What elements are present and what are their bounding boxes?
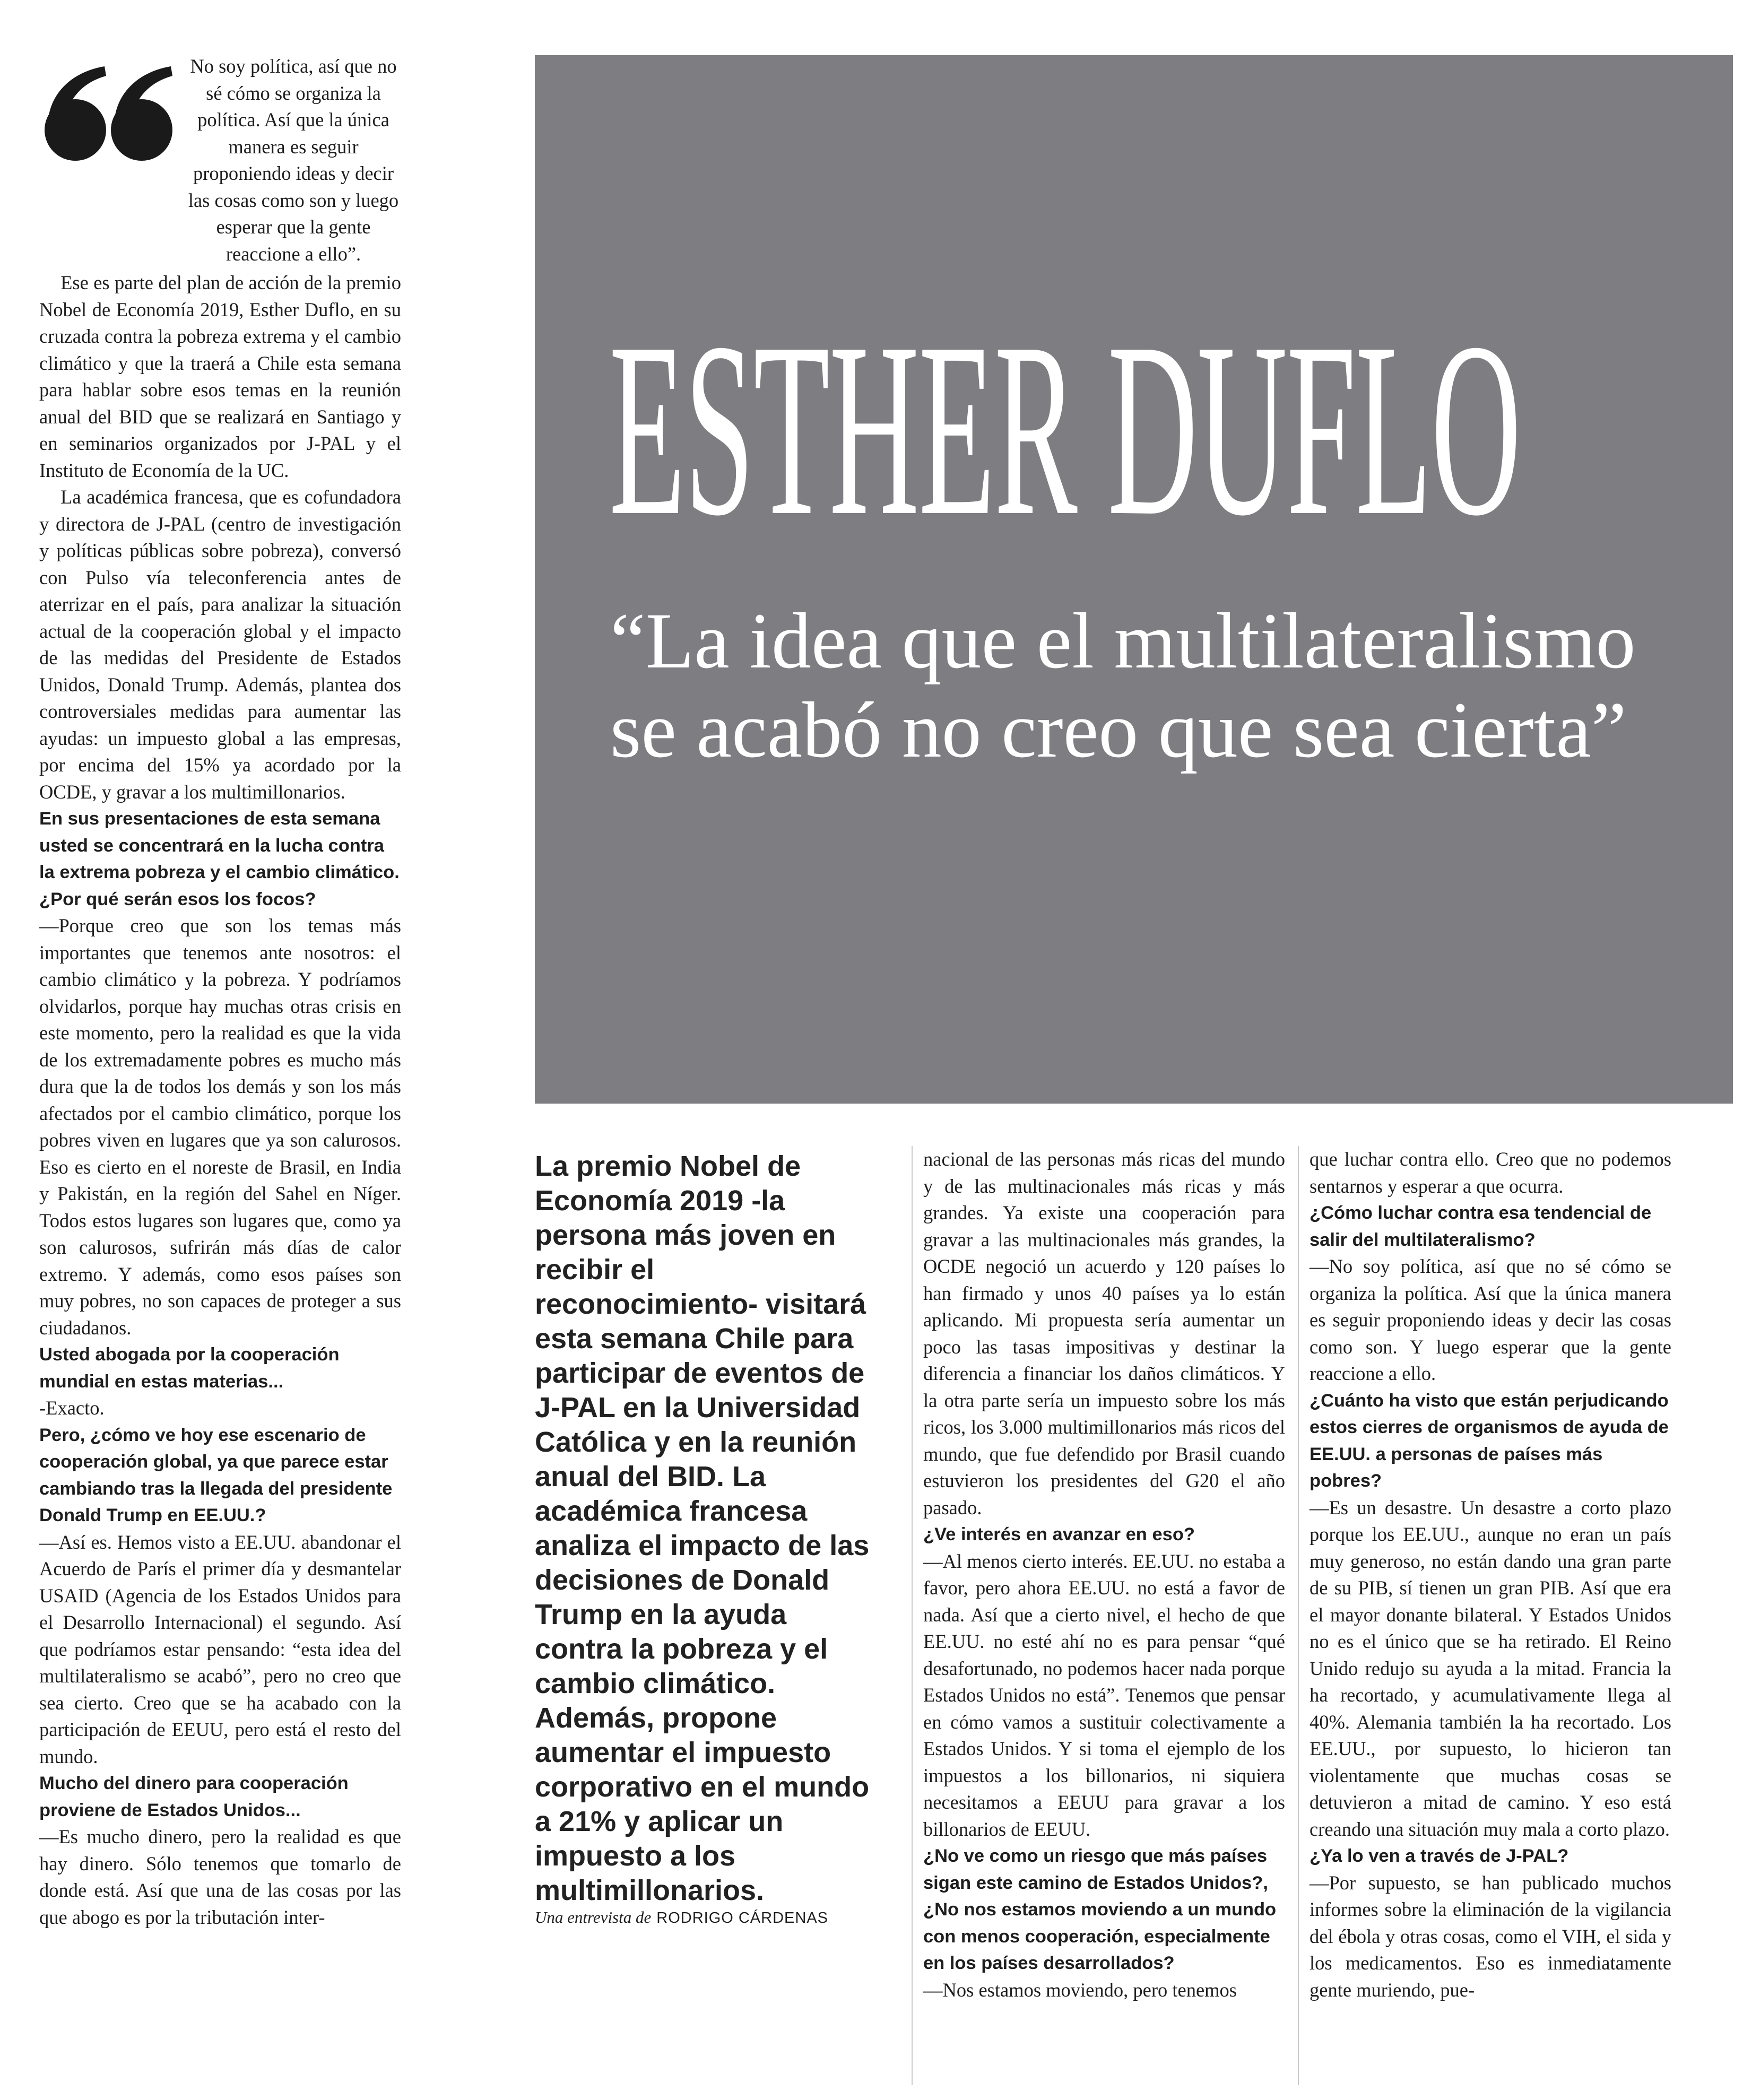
interview-answer: —No soy política, así que no sé cómo se organiza la política. Así que la única manera es seguir proponiendo ideas y decir las cosas como son. Y luego esperar que la gente reaccione a ello. bbox=[1310, 1255, 1671, 1384]
interview-answer: —Así es. Hemos visto a EE.UU. abandonar el Acuerdo de París el primer día y desmantelar USAID (Agencia de los Estados Unidos para el Desarrollo Internacional) el segundo. Así que podríamos estar pensando: “esta idea del multilateralismo se acabó”, pero no creo que sea cierto. Creo que se ha acabado con la participación de EEUU, pero está el resto del mundo. bbox=[39, 1531, 401, 1767]
column-divider bbox=[1298, 1146, 1299, 2085]
interview-question: ¿Cuánto ha visto que están perjudicando estos cierres de organismos de ayuda de EE.UU. a personas de países más pobres? bbox=[1310, 1390, 1669, 1491]
interview-answer: —Al menos cierto interés. EE.UU. no estaba a favor, pero ahora EE.UU. no está a favor de nada. Así que a cierto nivel, el hecho de que EE.UU. no esté ahí no es para pensar “qué desafortunado, no podemos hacer nada porque Estados Unidos no está”. Tenemos que pensar en cómo vamos a sustituir colectivamente a Estados Unidos. Y si toma el ejemplo de los impuestos a los billonarios, ni siquiera necesitamos a EEUU para gravar a los billonarios de EEUU. bbox=[923, 1550, 1285, 1840]
hero-panel bbox=[535, 55, 1733, 1104]
interview-question: En sus presentaciones de esta semana usted se concentrará en la lucha contra la extrema pobreza y el cambio climático. ¿Por qué serán esos los focos? bbox=[39, 809, 400, 909]
interview-question: ¿Ve interés en avanzar en eso? bbox=[923, 1524, 1195, 1544]
interview-question: ¿Cómo luchar contra esa tendencial de salir del multilateralismo? bbox=[1310, 1203, 1652, 1250]
pull-quote: No soy política, así que no sé cómo se organiza la política. Así que la única manera es seguir proponiendo ideas y decir las cosas como son y luego esperar que la gente reaccione a ello”. bbox=[188, 55, 399, 265]
interview-answer: —Nos estamos moviendo, pero tenemos bbox=[923, 1978, 1237, 2001]
byline bbox=[535, 1907, 906, 1929]
interview-question: Usted abogada por la cooperación mundial en estas materias... bbox=[39, 1344, 340, 1392]
headline: ESTHER DUFLO bbox=[609, 291, 1521, 567]
interview-answer: —Porque creo que son los temas más importantes que tenemos ante nosotros: el cambio climático y la pobreza. Y podríamos olvidarlos, porque hay muchas otras crisis en este momento, pero la realidad es que la vida de los extremadamente pobres es mucho más dura que la de todos los demás y son los más afectados por el cambio climático, porque los pobres viven en lugares que ya son calurosos. Eso es cierto en el noreste de Brasil, en India y Pakistán, en la región del Sahel en Níger. Todos estos lugares son lugares que, como ya son calurosos, sufrirán más días de calor extremo. Y además, como esos países son muy pobres, no son capaces de proteger a sus ciudadanos. bbox=[39, 915, 401, 1339]
interview-question: Mucho del dinero para cooperación proviene de Estados Unidos... bbox=[39, 1773, 349, 1820]
interview-answer: -Exacto. bbox=[39, 1397, 105, 1419]
interview-answer: —Es mucho dinero, pero la realidad es que hay dinero. Sólo tenemos que tomarlo de donde está. Así que una de las cosas por las que abogo es por la tributación inter- bbox=[39, 1826, 401, 1928]
quote-mark-icon bbox=[44, 61, 176, 167]
article-column-1 bbox=[39, 270, 401, 1931]
article-column-4 bbox=[1310, 1146, 1671, 2003]
interview-answer: —Es un desastre. Un desastre a corto plazo porque los EE.UU., aunque no eran un país muy generoso, no están dando una gran parte de su PIB, sí tienen un gran PIB. Así que era el mayor donante bilateral. Y Estados Unidos no es el único que se ha retirado. El Reino Unido redujo su ayuda a la mitad. Francia la ha recortado, y acumulativamente llega al 40%. Alemania también la ha recortado. Los EE.UU., por supuesto, lo hicieron tan violentamente que muchas cosas se detuvieron a mitad de camino. Y eso está creando una situación muy mala a corto plazo. bbox=[1310, 1496, 1671, 1840]
interview-question: ¿Ya lo ven a través de J-PAL? bbox=[1310, 1846, 1569, 1866]
paragraph: La académica francesa, que es cofundadora y directora de J-PAL (centro de investigación y políticas públicas sobre pobreza), conversó con Pulso vía teleconferencia antes de aterrizar en el país, para analizar la situación actual de la cooperación global y el impacto de las medidas del Presidente de Estados Unidos, Donald Trump. Además, plantea dos controversiales medidas para aumentar las ayudas: un impuesto global a las empresas, por encima del 15% ya acordado por la OCDE, y gravar a los multimillonarios. bbox=[39, 486, 401, 803]
paragraph: nacional de las personas más ricas del mundo y de las multinacionales más ricas y más grandes. Ya existe una cooperación para gravar a las multinacionales más grandes, la OCDE negoció un acuerdo y 120 países lo han firmado y unos 40 países ya lo están aplicando. Mi propuesta sería aumentar un poco las tasas impositivas y destinar la diferencia a financiar los daños climáticos. Y la otra parte sería un impuesto sobre los más ricos, los 3.000 multimillonarios más ricos del mundo, que fue defendido por Brasil cuando estuvieron los presidentes del G20 el año pasado. bbox=[923, 1148, 1285, 1518]
deck-summary: La premio Nobel de Economía 2019 -la persona más joven en recibir el reconocimiento- visitará esta semana Chile para participar de eventos de J-PAL en la Universidad Católica y en la reunión anual del BID. La académica francesa analiza el impacto de las decisiones de Donald Trump en la ayuda contra la pobreza y el cambio climático. Además, propone aumentar el impuesto corporativo en el mundo a 21% y aplicar un impuesto a los multimillonarios. bbox=[535, 1150, 870, 1906]
interview-question: ¿No ve como un riesgo que más países sigan este camino de Estados Unidos?, ¿No nos estamos moviendo a un mundo con menos cooperación, especialmente en los países desarrollados? bbox=[923, 1846, 1277, 1973]
interview-answer: —Por supuesto, se han publicado muchos informes sobre la eliminación de la vigilancia del ébola y otras cosas, como el VIH, el sida y los medicamentos. Eso es inmediatamente gente muriendo, pue- bbox=[1310, 1871, 1671, 2001]
article-column-3 bbox=[923, 1146, 1285, 2003]
interview-question: Pero, ¿cómo ve hoy ese escenario de cooperación global, ya que parece estar cambiando tras la llegada del presidente Donald Trump en EE.UU.? bbox=[39, 1425, 393, 1525]
paragraph: Ese es parte del plan de acción de la premio Nobel de Economía 2019, Esther Duflo, en su cruzada contra la pobreza extrema y el cambio climático y que la traerá a Chile esta semana para hablar sobre esos temas en la reunión anual del BID que se realizará en Santiago y en seminarios organizados por J-PAL y el Instituto de Economía de la UC. bbox=[39, 272, 401, 481]
column-divider bbox=[912, 1146, 913, 2085]
byline-prefix: Una entrevista de bbox=[535, 1908, 652, 1927]
headline-quote: “La idea que el multilateralismo se acabó no creo que sea cierta” bbox=[610, 597, 1636, 774]
paragraph: que luchar contra ello. Creo que no podemos sentarnos y esperar a que ocurra. bbox=[1310, 1148, 1671, 1197]
byline-author: RODRIGO CÁRDENAS bbox=[656, 1910, 829, 1927]
